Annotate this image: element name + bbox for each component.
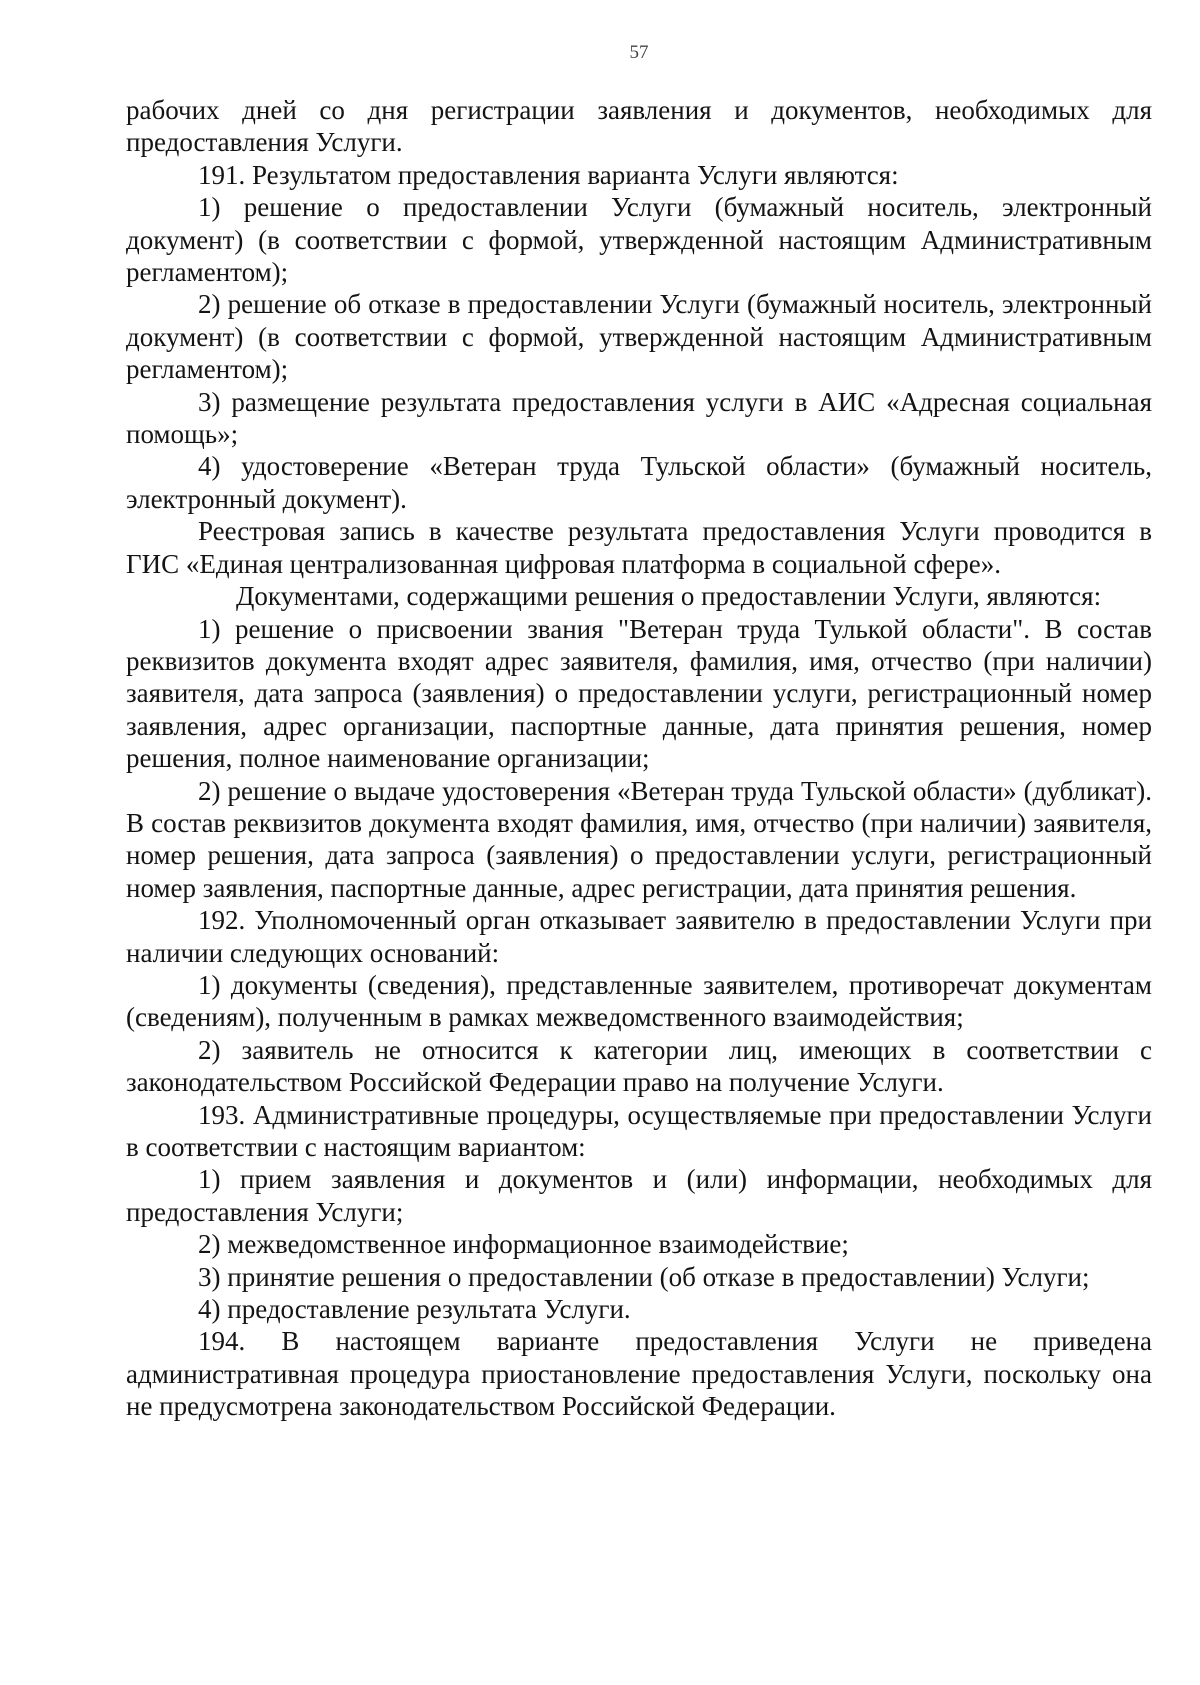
paragraph-193-item-3: 3) принятие решения о предоставлении (об отказе в предоставлении) Услуги; <box>198 1261 1090 1292</box>
paragraph-194: 194. В настоящем варианте предоставления Услуги не приведена административная процедура приостановление предоставления Услуги, поскольку она не предусмотрена законодательством Российской Федерации. <box>126 1326 1152 1422</box>
paragraph-191: 191. Результатом предоставления варианта Услуги являются: <box>198 159 899 190</box>
paragraph-decision-item-2: 2) решение о выдаче удостоверения «Ветеран труда Тульской области» (дубликат). В состав реквизитов документа входят фамилия, имя, отчество (при наличии) заявителя, номер решения, дата запроса (заявления) о предоставлении услуги, регистрационный номер заявления, паспортные данные, адрес регистрации, дата принятия решения. <box>126 775 1152 903</box>
paragraph-193: 193. Административные процедуры, осуществляемые при предоставлении Услуги в соответствии с настоящим вариантом: <box>126 1099 1152 1162</box>
paragraph-191-item-3: 3) размещение результата предоставления услуги в АИС «Адресная социальная помощь»; <box>126 386 1152 450</box>
paragraph-192-item-2: 2) заявитель не относится к категории лиц, имеющих в соответствии с законодательством Российской Федерации право на получение Услуги. <box>126 1034 1152 1098</box>
paragraph-192: 192. Уполномоченный орган отказывает заявителю в предоставлении Услуги при наличии следующих оснований: <box>126 905 1152 968</box>
paragraph-193-item-1: 1) прием заявления и документов и (или) информации, необходимых для предоставления Услуги; <box>126 1164 1152 1227</box>
paragraph-decision-item-1: 1) решение о присвоении звания "Ветеран труда Тулькой области". В состав реквизитов документа входят адрес заявителя, фамилия, имя, отчество (при наличии) заявителя, дата запроса (заявления) о предоставлении услуги, регистрационный номер заявления, адрес организации, паспортные данные, дата принятия решения, номер решения, полное наименование организации; <box>126 613 1152 774</box>
paragraph-191-item-1: 1) решение о предоставлении Услуги (бумажный носитель, электронный документ) (в соответствии с формой, утвержденной настоящим Административным регламентом); <box>126 192 1152 288</box>
paragraph-191-item-4: 4) удостоверение «Ветеран труда Тульской области» (бумажный носитель, электронный документ). <box>126 451 1152 514</box>
page-number: 57 <box>629 42 649 63</box>
paragraph-192-item-1: 1) документы (сведения), представленные заявителем, противоречат документам (сведениям), полученным в рамках межведомственного взаимодействия; <box>126 969 1152 1033</box>
paragraph-continuation: рабочих дней со дня регистрации заявления и документов, необходимых для предоставления Услуги. <box>126 95 1152 158</box>
paragraph-193-item-4: 4) предоставление результата Услуги. <box>198 1294 631 1325</box>
paragraph-decision-documents: Документами, содержащими решения о предоставлении Услуги, являются: <box>236 581 1102 612</box>
document-body <box>126 94 1152 1423</box>
paragraph-193-item-2: 2) межведомственное информационное взаимодействие; <box>198 1229 849 1260</box>
paragraph-registry-record: Реестровая запись в качестве результата предоставления Услуги проводится в ГИС «Единая централизованная цифровая платформа в социальной сфере». <box>126 516 1152 579</box>
paragraph-191-item-2: 2) решение об отказе в предоставлении Услуги (бумажный носитель, электронный документ) (в соответствии с формой, утвержденной настоящим Административным регламентом); <box>126 289 1152 385</box>
